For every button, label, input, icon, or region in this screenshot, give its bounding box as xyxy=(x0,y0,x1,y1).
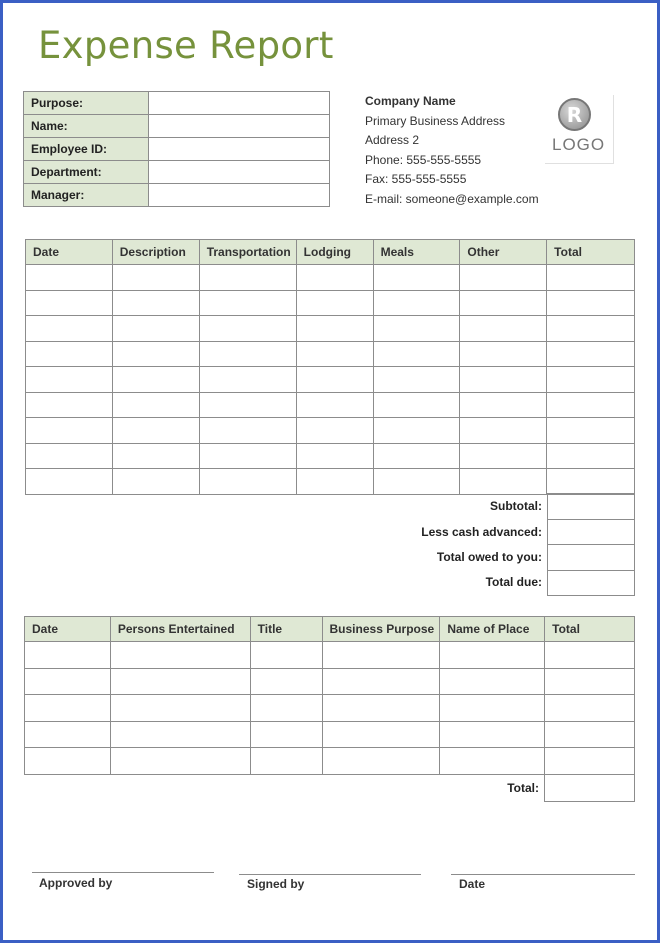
company-email: E-mail: someone@example.com xyxy=(365,191,539,206)
table-cell[interactable] xyxy=(460,290,547,316)
logo-text: LOGO xyxy=(552,135,606,154)
table-cell[interactable] xyxy=(112,341,199,367)
table-cell[interactable] xyxy=(373,341,460,367)
table-cell[interactable] xyxy=(25,748,111,775)
purpose-label: Purpose: xyxy=(24,92,149,115)
table-cell[interactable] xyxy=(460,469,547,495)
expense-row xyxy=(26,418,635,444)
purpose-field[interactable] xyxy=(149,92,330,115)
entertainment-row xyxy=(25,748,635,775)
subtotal-field[interactable] xyxy=(547,493,635,520)
table-cell[interactable] xyxy=(373,316,460,342)
approved-by-line[interactable] xyxy=(32,872,214,873)
table-cell[interactable] xyxy=(26,316,113,342)
table-cell[interactable] xyxy=(547,341,635,367)
date-label: Date xyxy=(459,877,486,891)
table-cell[interactable] xyxy=(296,367,373,393)
table-cell[interactable] xyxy=(322,721,440,748)
table-cell[interactable] xyxy=(460,265,547,291)
table-cell[interactable] xyxy=(322,748,440,775)
table-cell[interactable] xyxy=(250,721,322,748)
table-cell[interactable] xyxy=(199,418,296,444)
table-cell[interactable] xyxy=(26,469,113,495)
expense-row xyxy=(26,265,635,291)
ent-header-total: Total xyxy=(545,617,635,642)
table-cell[interactable] xyxy=(460,392,547,418)
entertainment-row xyxy=(25,721,635,748)
manager-label: Manager: xyxy=(24,184,149,207)
company-info xyxy=(365,92,539,209)
total-owed-field[interactable] xyxy=(547,544,635,571)
table-cell[interactable] xyxy=(250,695,322,722)
expense-row xyxy=(26,290,635,316)
table-cell[interactable] xyxy=(440,695,545,722)
info-row-department xyxy=(24,161,330,184)
header-transportation: Transportation xyxy=(199,240,296,265)
table-cell[interactable] xyxy=(112,469,199,495)
table-cell[interactable] xyxy=(199,341,296,367)
entertainment-total-field[interactable] xyxy=(544,774,635,802)
employee-id-field[interactable] xyxy=(149,138,330,161)
table-cell[interactable] xyxy=(25,695,111,722)
table-cell[interactable] xyxy=(199,367,296,393)
table-cell[interactable] xyxy=(547,290,635,316)
table-cell[interactable] xyxy=(373,265,460,291)
table-cell[interactable] xyxy=(373,290,460,316)
table-cell[interactable] xyxy=(460,367,547,393)
table-cell[interactable] xyxy=(110,642,250,669)
table-cell[interactable] xyxy=(545,721,635,748)
table-cell[interactable] xyxy=(199,316,296,342)
ent-header-persons: Persons Entertained xyxy=(110,617,250,642)
info-row-employee-id xyxy=(24,138,330,161)
table-cell[interactable] xyxy=(460,341,547,367)
table-cell[interactable] xyxy=(373,367,460,393)
table-cell[interactable] xyxy=(547,469,635,495)
signed-by-line[interactable] xyxy=(239,874,421,875)
registered-mark-icon: R xyxy=(558,98,591,131)
table-cell[interactable] xyxy=(547,316,635,342)
header-meals: Meals xyxy=(373,240,460,265)
table-cell[interactable] xyxy=(199,392,296,418)
ent-header-title: Title xyxy=(250,617,322,642)
total-due-field[interactable] xyxy=(547,570,635,596)
company-address-1: Primary Business Address xyxy=(365,113,506,128)
table-cell[interactable] xyxy=(296,443,373,469)
table-cell[interactable] xyxy=(112,392,199,418)
table-cell[interactable] xyxy=(250,642,322,669)
expense-header-row xyxy=(26,240,635,265)
table-cell[interactable] xyxy=(547,265,635,291)
table-cell[interactable] xyxy=(25,721,111,748)
header-date: Date xyxy=(26,240,113,265)
table-cell[interactable] xyxy=(112,443,199,469)
entertainment-row xyxy=(25,668,635,695)
table-cell[interactable] xyxy=(545,748,635,775)
expense-row xyxy=(26,392,635,418)
total-due-label: Total due: xyxy=(485,575,542,589)
table-cell[interactable] xyxy=(199,469,296,495)
table-cell[interactable] xyxy=(296,341,373,367)
total-owed-label: Total owed to you: xyxy=(436,550,542,564)
table-cell[interactable] xyxy=(296,469,373,495)
date-line[interactable] xyxy=(451,874,635,875)
expense-row xyxy=(26,469,635,495)
table-cell[interactable] xyxy=(296,290,373,316)
info-row-manager xyxy=(24,184,330,207)
table-cell[interactable] xyxy=(373,392,460,418)
table-cell[interactable] xyxy=(199,265,296,291)
header-description: Description xyxy=(112,240,199,265)
table-cell[interactable] xyxy=(322,668,440,695)
expense-row xyxy=(26,341,635,367)
table-cell[interactable] xyxy=(547,392,635,418)
table-cell[interactable] xyxy=(112,367,199,393)
manager-field[interactable] xyxy=(149,184,330,207)
expense-row xyxy=(26,443,635,469)
table-cell[interactable] xyxy=(460,316,547,342)
table-cell[interactable] xyxy=(322,695,440,722)
table-cell[interactable] xyxy=(26,265,113,291)
header-other: Other xyxy=(460,240,547,265)
table-cell[interactable] xyxy=(296,316,373,342)
table-cell[interactable] xyxy=(296,392,373,418)
table-cell[interactable] xyxy=(26,418,113,444)
table-cell[interactable] xyxy=(110,668,250,695)
table-cell[interactable] xyxy=(440,668,545,695)
entertainment-total-label: Total: xyxy=(507,781,539,795)
subtotal-label: Subtotal: xyxy=(490,499,542,513)
table-cell[interactable] xyxy=(199,290,296,316)
company-phone: Phone: 555-555-5555 xyxy=(365,152,482,167)
entertainment-header-row xyxy=(25,617,635,642)
cash-advanced-field[interactable] xyxy=(547,519,635,545)
expense-row xyxy=(26,367,635,393)
table-cell[interactable] xyxy=(373,418,460,444)
info-row-purpose xyxy=(24,92,330,115)
table-cell[interactable] xyxy=(296,265,373,291)
table-cell[interactable] xyxy=(110,695,250,722)
entertainment-row xyxy=(25,695,635,722)
table-cell[interactable] xyxy=(25,642,111,669)
table-cell[interactable] xyxy=(25,668,111,695)
table-cell[interactable] xyxy=(250,668,322,695)
info-row-name xyxy=(24,115,330,138)
table-cell[interactable] xyxy=(440,721,545,748)
table-cell[interactable] xyxy=(26,290,113,316)
employee-id-label: Employee ID: xyxy=(24,138,149,161)
approved-by-label: Approved by xyxy=(39,876,113,890)
table-cell[interactable] xyxy=(112,290,199,316)
company-address-2: Address 2 xyxy=(365,133,420,147)
table-cell[interactable] xyxy=(26,341,113,367)
table-cell[interactable] xyxy=(440,642,545,669)
table-cell[interactable] xyxy=(296,418,373,444)
table-cell[interactable] xyxy=(545,668,635,695)
table-cell[interactable] xyxy=(545,642,635,669)
table-cell[interactable] xyxy=(440,748,545,775)
table-cell[interactable] xyxy=(460,443,547,469)
table-cell[interactable] xyxy=(26,443,113,469)
expense-table xyxy=(25,239,635,495)
department-field[interactable] xyxy=(149,161,330,184)
company-logo xyxy=(545,95,614,164)
company-name: Company Name xyxy=(365,94,456,108)
table-cell[interactable] xyxy=(373,443,460,469)
table-cell[interactable] xyxy=(547,418,635,444)
employee-info-table xyxy=(23,91,330,207)
table-cell[interactable] xyxy=(547,367,635,393)
company-fax: Fax: 555-555-5555 xyxy=(365,172,467,186)
table-cell[interactable] xyxy=(322,642,440,669)
ent-header-date: Date xyxy=(25,617,111,642)
cash-advanced-label: Less cash advanced: xyxy=(421,525,542,539)
table-cell[interactable] xyxy=(110,721,250,748)
table-cell[interactable] xyxy=(26,367,113,393)
header-lodging: Lodging xyxy=(296,240,373,265)
entertainment-table xyxy=(24,616,635,775)
table-cell[interactable] xyxy=(460,418,547,444)
table-cell[interactable] xyxy=(26,392,113,418)
table-cell[interactable] xyxy=(250,748,322,775)
table-cell[interactable] xyxy=(112,265,199,291)
page-title: Expense Report xyxy=(38,24,334,67)
table-cell[interactable] xyxy=(110,748,250,775)
table-cell[interactable] xyxy=(545,695,635,722)
ent-header-place: Name of Place xyxy=(440,617,545,642)
table-cell[interactable] xyxy=(547,443,635,469)
entertainment-row xyxy=(25,642,635,669)
department-label: Department: xyxy=(24,161,149,184)
header-total: Total xyxy=(547,240,635,265)
expense-row xyxy=(26,316,635,342)
ent-header-business-purpose: Business Purpose xyxy=(322,617,440,642)
table-cell[interactable] xyxy=(373,469,460,495)
name-field[interactable] xyxy=(149,115,330,138)
table-cell[interactable] xyxy=(112,418,199,444)
table-cell[interactable] xyxy=(199,443,296,469)
name-label: Name: xyxy=(24,115,149,138)
table-cell[interactable] xyxy=(112,316,199,342)
signed-by-label: Signed by xyxy=(247,877,305,891)
